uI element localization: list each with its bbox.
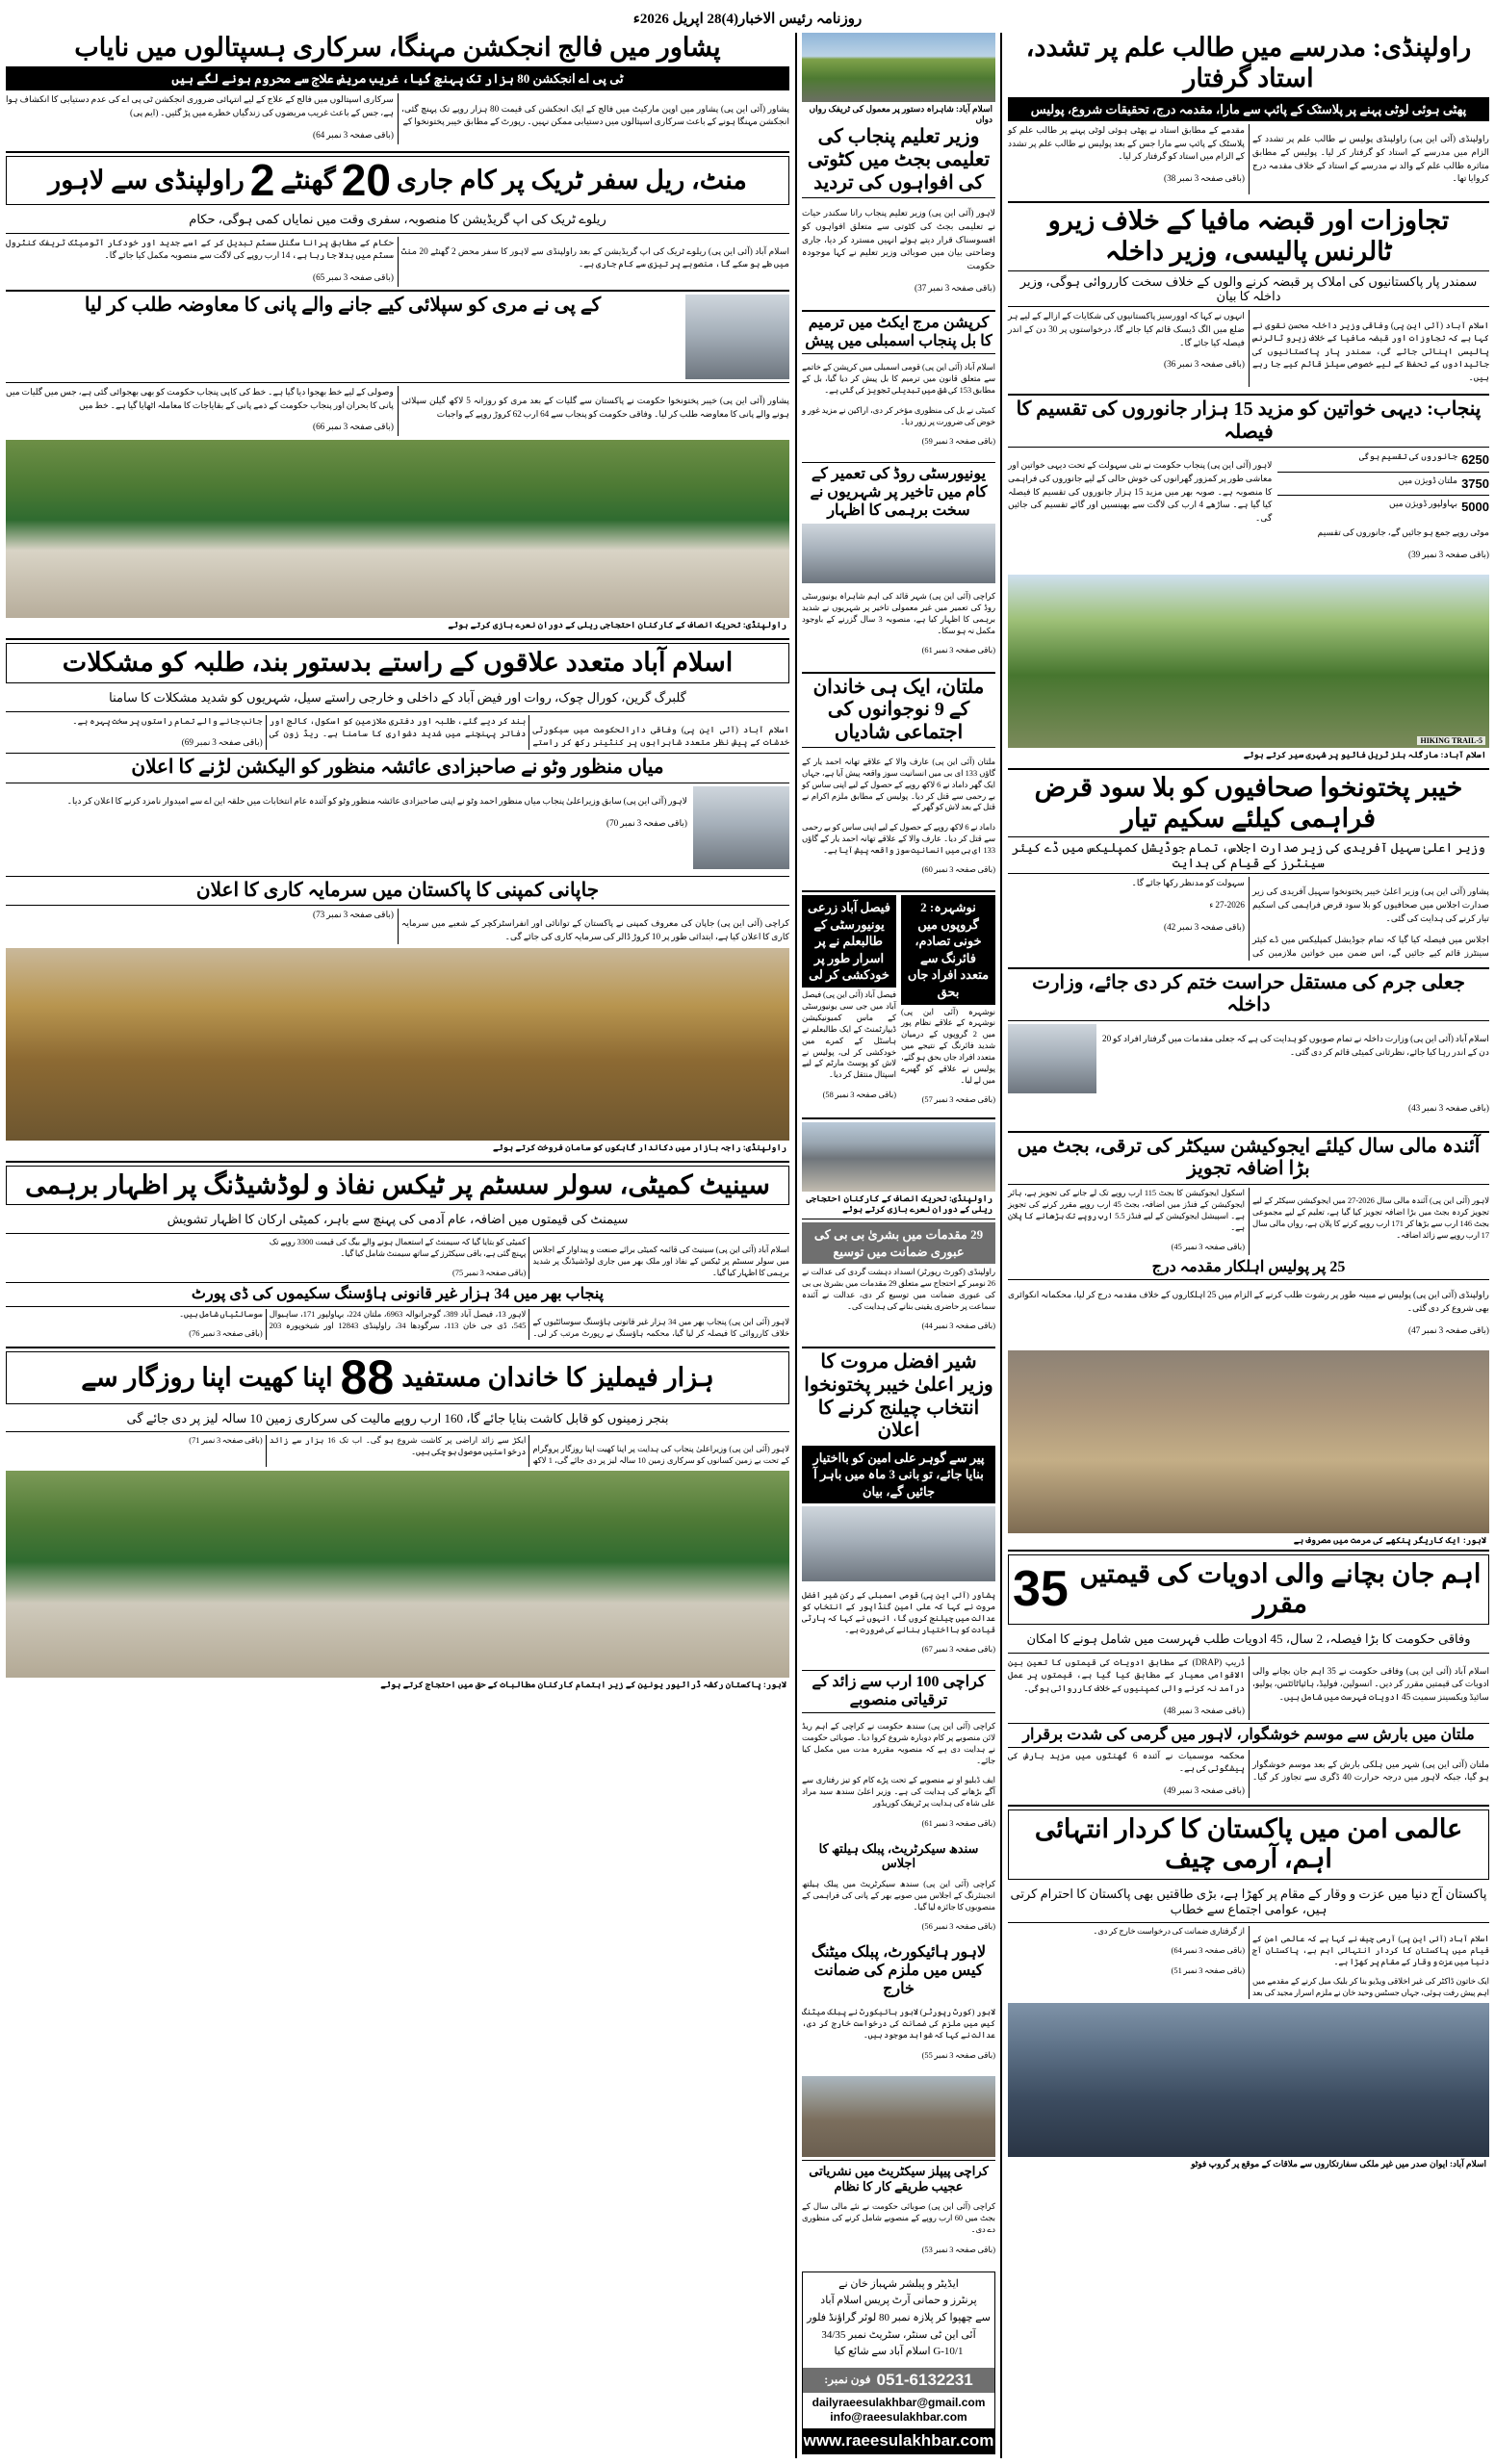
photo-hiking-trail bbox=[1008, 575, 1489, 748]
imprint-line-1: ایڈیٹر و پبلشر شہباز خان نے bbox=[838, 2277, 959, 2290]
masthead-text: روزنامہ رئیس الاخبار(4)28 اپریل 2026ء bbox=[632, 11, 863, 27]
multan-headline: ملتان، ایک ہی خاندان کے 9 نوجوانوں کی اجتماعی شادیاں bbox=[812, 676, 985, 743]
photo-islamabad-caption: اسلام آباد: شاہراہ دستور پر معمول کی ٹریفک رواں دواں bbox=[809, 104, 992, 125]
land-headline-pre: اپنا کھیت اپنا روزگار سے bbox=[81, 1362, 333, 1392]
world-body-a: اسلام آباد (آئی این پی) آرمی چیف نے کہا ہے کہ عالمی امن کے قیام میں پاکستان کا کردار انتہائی اہم ہے، پاکستان آج دنیا میں عزت و وقار کے مقام پر کھڑا ہے۔ bbox=[1252, 1935, 1489, 1967]
cement-body-b: کمیٹی کو بتایا گیا کہ سیمنٹ کے استعمال ہونے والے بیگ کی قیمت 3300 روپے تک پہنچ گئی ہے، باقی سیکٹرز کے ساتھ سیمنٹ شامل کیا گیا۔ bbox=[269, 1237, 527, 1258]
zero-tolerance-headline: تجاوزات اور قبضہ مافیا کے خلاف زیرو ٹالرنس پالیسی، وزیر داخلہ bbox=[1047, 206, 1450, 266]
short-2-jump: (باقی صفحہ 3 نمبر 57) bbox=[921, 1095, 995, 1105]
world-body-b: ایک خاتون ڈاکٹر کی غیر اخلاقی ویڈیو بنا کر بلیک میل کرنے کے مقدمے میں اہم پیش رفت ہوئی، جہاں جسٹس وحید خان نے ملزم اسرار مجید کی بعد از گرفتاری ضمانت کی درخواست خارج کر دی۔ bbox=[1093, 1926, 1489, 1998]
medicine-number: 35 bbox=[1013, 1561, 1069, 1618]
story-multan-weddings bbox=[802, 677, 995, 885]
islamabad-roads-jump: (باقی صفحہ 3 نمبر 69) bbox=[181, 737, 263, 748]
madrassa-jump: (باقی صفحہ 3 نمبر 38) bbox=[1164, 173, 1245, 184]
stroke-headline: پشاور میں فالج انجکشن مہنگا، سرکاری ہسپتالوں میں نایاب bbox=[74, 33, 721, 62]
photo-rickshaw-caption: لاہور: پاکستان رکشہ ڈرائیور یونین کے زیر اہتمام کارکنان مطالبات کے حق میں احتجاج کرتے ہوئے bbox=[380, 1679, 786, 1689]
hiking-trail-sign: HIKING TRAIL-5 bbox=[1417, 736, 1485, 745]
islamabad-roads-sub: گلبرگ گرین، کورال چوک، روات اور فیض آباد کے داخلی و خارجی راستے سیل، شہریوں کو شدید مشکلات کا سامنا bbox=[109, 690, 686, 706]
story-water bbox=[6, 295, 789, 631]
photo-worker bbox=[1008, 1350, 1489, 1533]
photo-hiking-trail-caption: اسلام آباد: مارگلہ ہلز ٹریل فائیو پر شہری سیر کرتے ہوئے bbox=[1243, 749, 1486, 759]
story-world bbox=[1008, 1810, 1489, 1881]
punjab-stat-1-label: جانوروں کی تقسیم ہوگی bbox=[1358, 451, 1458, 462]
budget-body-b: اسکول ایجوکیشن کا بجٹ 115 ارب روپے تک لے جانے کی تجویز ہے، ہائر ایجوکیشن کے فنڈز میں اضافہ، بجٹ 45 ارب روپے مقرر کرنے کی تجویز ہے۔ اسپیشل ایجوکیشن کے لیے فنڈز 5.5 ارب روپے تک بڑھانے کا پلان ہے۔ bbox=[1008, 1188, 1246, 1232]
land-headline-post: ہزار فیملیز کا خاندان مستفید bbox=[401, 1362, 714, 1392]
imprint-email-1[interactable]: dailyraeesulakhbar@gmail.com bbox=[812, 2395, 986, 2409]
photo-market bbox=[6, 948, 789, 1141]
zero-tolerance-jump: (باقی صفحہ 3 نمبر 36) bbox=[1164, 359, 1245, 370]
islamabad-roads-body: اسلام آباد (آئی این پی) وفاقی دارالحکومت میں سیکورٹی خدشات کے پیش نظر متعدد شاہراہوں پر کنٹینر رکھ کر راستے بند کر دیے گئے، طلبہ اور دفتری ملازمین کو اسکول، کالج اور دفاتر پہنچنے میں شدید دشواری کا سامنا ہے۔ ریڈ زون کی جانب جانے والے تمام راستوں پر سخت پہرہ ہے۔ bbox=[72, 715, 789, 748]
multan-rain-headline: ملتان میں بارش سے موسم خوشگوار، لاہور میں گرمی کی شدت برقرار bbox=[1022, 1726, 1475, 1743]
cement-sub: سیمنٹ کی قیمتوں میں اضافہ، عام آدمی کی پہنچ سے باہر، کمیٹی ارکان کا اظہار تشویش bbox=[167, 1212, 629, 1227]
rail-headline-mid: گھنٹے bbox=[280, 165, 336, 194]
housing-headline: پنجاب بھر میں 34 ہزار غیر قانونی ہاؤسنگ سکیموں کی ڈی پورٹ bbox=[191, 1285, 605, 1302]
university-body: کراچی (آئی این پی) شہر قائد کی اہم شاہراہ یونیورسٹی روڈ کی تعمیر میں غیر معمولی تاخیر پر شہریوں نے شدید برہمی کا اظہار کیا ہے، منصوبہ 3 سال گزرنے کے باوجود مکمل نہ ہو سکا۔ bbox=[802, 592, 996, 635]
rail-number-minutes: 20 bbox=[341, 154, 391, 205]
court-headline: 29 مقدمات میں بشریٰ بی بی کی عبوری ضمانت میں توسیع bbox=[802, 1222, 995, 1264]
multan-body-a: ملتان (آئی این پی) عارف والا کے علاقے تھانہ احمد یار کے گاؤں 133 ای بی میں انسانیت سوز واقعہ پیش آیا ہے، جہاں ایک گھر داماد نے 6 لاکھ روپے کے حصول کے لیے اپنی ساس کو بے رحمی سے قتل کر دیا۔ پولیس کے مطابق ملزم اکرام نے قتل کے بعد لاش کو گھر کے bbox=[802, 757, 996, 812]
karachi-body-b: ایف ڈبلیو او نے منصوبے کے تحت پڑے کام کو تیز رفتاری سے آگے بڑھانے کی ہدایت کی ہے۔ وزیر اعلیٰ سندھ سید مراد علی شاہ کی ہدایت پر ٹریفک کوریڈور bbox=[802, 1776, 995, 1809]
story-pmln bbox=[6, 757, 789, 869]
sher-afzal-kicker: پیر سے گوہر علی امین کو بااختیار بنایا جائے، تو بانی 3 ماہ میں باہر آ جائیں گے، بیان bbox=[802, 1446, 995, 1504]
sindh-body: کراچی (آئی این پی) سندھ سیکرٹریٹ میں پبلک ہیلتھ انجینئرنگ کے اجلاس میں صوبے بھر کے پانی کی فراہمی کے منصوبوں کا جائزہ لیا گیا۔ bbox=[802, 1880, 995, 1912]
short-2-headline: نوشہرہ: 2 گروپوں میں خونی تصادم، فائرنگ سے متعدد افراد جاں بحق bbox=[901, 895, 995, 1004]
housing-body: لاہور (آئی این پی) پنجاب بھر میں 34 ہزار غیر قانونی ہاؤسنگ سوسائٹیوں کے خلاف کارروائی کا فیصلہ کر لیا گیا، محکمہ ہاؤسنگ نے رپورٹ مرتب کر لی۔ لاہور 13، فیصل آباد 389، گوجرانوالہ 6963، ملتان 224، بہاولپور 171، ساہیوال 545، ڈی جی خان 113، سرگودھا 34، راولپنڈی 12843 اور شیخوپورہ 203 سوسائٹیاں شامل ہیں۔ bbox=[179, 1309, 789, 1339]
japan-body: کراچی (آئی این پی) جاپان کی معروف کمپنی نے پاکستان کے توانائی اور انفراسٹرکچر کے شعبے میں سرمایہ کاری کا اعلان کیا ہے، ابتدائی طور پر 10 کروڑ ڈالر کی سرمایہ کاری کی جائے گی۔ bbox=[401, 918, 789, 941]
short-2-body: نوشہرہ (آئی این پی) نوشہرہ کے علاقے نظام پور میں 2 گروپوں کے درمیان شدید فائرنگ کے نتیجے میں متعدد افراد جاں بحق ہو گئے، پولیس نے علاقے کو گھیرے میں لے لیا۔ bbox=[901, 1007, 995, 1086]
rail-headline-post: منٹ، ریل سفر ٹریک پر کام جاری bbox=[396, 165, 747, 194]
land-jump: (باقی صفحہ 3 نمبر 71) bbox=[189, 1436, 263, 1446]
education-jump: (باقی صفحہ 3 نمبر 37) bbox=[915, 282, 995, 293]
pmln-headline: میاں منظور وٹو نے صاحبزادی عائشہ منظور کو الیکشن لڑنے کا اعلان bbox=[131, 756, 664, 778]
zero-tolerance-body-a: اسلام آباد (آئی این پی) وفاقی وزیر داخلہ محسن نقوی نے کہا ہے کہ تجاوزات اور قبضہ مافیا کے خلاف زیرو ٹالرنس پالیسی اپنائی جائے گی، سمندر پار پاکستانیوں کی جائیدادوں کے تحفظ کے لیے خصوصی سیلز قائم کیے جا رہے ہیں۔ bbox=[1252, 320, 1489, 383]
water-body-b: وصولی کے لیے خط بھجوا دیا گیا ہے۔ خط کی کاپی پنجاب حکومت کو بھی بھجوائی گئی ہے، جس میں گلیات میں پانی کا بحران اور پنجاب حکومت کے ذمے پانی کے بقایاجات کا معاملہ اٹھایا گیا ہے۔ خط میں bbox=[6, 386, 394, 410]
multan-body-b: داماد نے 6 لاکھ روپے کے حصول کے لیے اپنی ساس کو بے رحمی سے قتل کر دیا۔ عارف والا کے علاقے تھانہ احمد یار کے گاؤں 133 ای بی میں انسانیت سوز واقعہ پیش آیا ہے۔ bbox=[802, 822, 996, 855]
world-sub: پاکستان آج دنیا میں عزت و وقار کے مقام پر کھڑا ہے، بڑی طاقتیں بھی پاکستان کا احترام کرتی ہیں، عوامی اجتماع سے خطاب bbox=[1010, 1886, 1487, 1916]
story-madrassa bbox=[1008, 33, 1489, 194]
zero-tolerance-body-b: انہوں نے کہا کہ اوورسیز پاکستانیوں کی شکایات کے ازالے کے لیے ہر ضلع میں الگ ڈیسک قائم کیا جائے گا، درخواستوں پر 30 دن کے اندر فیصلہ کیا جائے گا۔ bbox=[1008, 311, 1246, 347]
story-bottom-note bbox=[802, 2164, 995, 2264]
sher-afzal-body: پشاور (آئی این پی) قومی اسمبلی کے رکن شیر افضل مروت نے کہا کہ علی امین گنڈاپور کے انتخاب کو عدالت میں چیلنج کروں گا، انہوں نے کہا کہ پارٹی قیادت کو بااختیار بنانے کی ضرورت ہے۔ bbox=[802, 1590, 995, 1634]
bottom-note-headline: کراچی پیپلز سیکٹریٹ میں نشریاتی عجیب طریقے کار کا نظام bbox=[809, 2164, 989, 2194]
story-karachi bbox=[802, 1674, 995, 1837]
cement-body-a: اسلام آباد (آئی این پی) سینیٹ کی قائمہ کمیٹی برائے صنعت و پیداوار کے اجلاس میں سولر سسٹم پر ٹیکس کے نفاذ اور ملک بھر میں جاری لوڈشیڈنگ پر شدید برہمی کا اظہار کیا گیا۔ bbox=[532, 1245, 789, 1277]
story-rail bbox=[6, 156, 789, 205]
kp-loans-date-note: 27-2026 ء bbox=[1209, 899, 1245, 910]
police-headline: 25 پر پولیس اہلکار مقدمہ درج bbox=[1151, 1259, 1346, 1276]
madrassa-kicker: پھٹی ہوئی لوٹی پہنے پر پلاسٹک کے پائپ سے مارا، مقدمہ درج، تحقیقات شروع، پولیس bbox=[1008, 97, 1489, 122]
medicine-body-b: ڈریپ (DRAP) کے مطابق ادویات کی قیمتوں کا تعین بین الاقوامی معیار کے مطابق کیا گیا ہے، قیمتوں پر عمل درآمد نہ کرنے والی کمپنیوں کے خلاف کارروائی ہوگی۔ bbox=[1008, 1656, 1245, 1693]
imprint-phone-number[interactable]: 051-6132231 bbox=[876, 2370, 973, 2389]
story-short-2 bbox=[901, 895, 995, 1114]
story-education bbox=[802, 126, 995, 303]
karachi-body-a: کراچی (آئی این پی) سندھ حکومت نے کراچی کے اہم ریڈ لائن منصوبے پر کام دوبارہ شروع کروا دیا۔ صوبائی حکومت نے ہدایت دی ہے کہ منصوبہ مقررہ مدت میں مکمل کیا جائے۔ bbox=[802, 1722, 995, 1766]
photo-worker-caption: لاہور: ایک کاریگر پنکھے کی مرمت میں مصروف ہے bbox=[1293, 1534, 1486, 1545]
short-1-body: فیصل آباد (آئی این پی) فیصل آباد میں جی سی یونیورسٹی کے ماس کمیونیکیشن ڈیپارٹمنٹ کے ایک طالبعلم نے ہاسٹل کے کمرے میں خودکشی کر لی، پولیس نے لاش کو پوسٹ مارٹم کے لیے اسپتال منتقل کر دیا۔ bbox=[802, 989, 896, 1080]
multan-jump: (باقی صفحہ 3 نمبر 60) bbox=[921, 864, 995, 874]
bottom-note-body: کراچی (آئی این پی) صوبائی حکومت نے نئے مالی سال کے بجٹ میں 60 ارب روپے کے منصوبے شامل کرنے کی منظوری دے دی۔ bbox=[802, 2202, 995, 2235]
lahore-hc-body: لاہور (کورٹ رپورٹر) لاہور ہائیکورٹ نے پبلک میٹنگ کیس میں ملزم کی ضمانت کی درخواست خارج کر دی، عدالت نے کہا کہ شواہد موجود ہیں۔ bbox=[802, 2008, 995, 2040]
court-jump: (باقی صفحہ 3 نمبر 44) bbox=[921, 1322, 995, 1331]
story-sher-afzal bbox=[802, 1351, 995, 1663]
photo-university-portrait bbox=[802, 524, 995, 583]
photo-rally bbox=[6, 440, 789, 618]
corruption-jump: (باقی صفحہ 3 نمبر 59) bbox=[921, 436, 995, 446]
sher-afzal-jump: (باقی صفحہ 3 نمبر 67) bbox=[921, 1644, 995, 1654]
custody-headline: جعلی جرم کی مستقل حراست ختم کر دی جائے، وزارت داخلہ bbox=[1032, 971, 1465, 1016]
story-kp-loans bbox=[1008, 773, 1489, 961]
madrassa-headline: راولپنڈی: مدرسے میں طالب علم پر تشدد، استاد گرفتار bbox=[1025, 33, 1472, 92]
photo-delegation bbox=[1008, 2003, 1489, 2157]
punjab-women-body-a: لاہور (آئی این پی) پنجاب حکومت نے نئی سہولت کے تحت دیہی خواتین اور معاشی طور پر کمزور گھرانوں کی خوش حالی کے لیے جانوروں کی فراہمی کا منصوبہ ہے۔ صوبہ بھر میں مزید 15 ہزار جانوروں کی تقسیم کا فیصلہ کیا گیا ہے۔ ساڑھے 4 ارب کی لاگت سے بھینسیں اور گائے تقسیم کی جائیں گی۔ bbox=[1008, 460, 1273, 523]
sher-afzal-headline: شیر افضل مروت کا وزیر اعلیٰ خیبر پختونخوا انتخاب چیلنج کرنے کا اعلان bbox=[804, 1351, 993, 1442]
housing-jump: (باقی صفحہ 3 نمبر 76) bbox=[189, 1329, 263, 1339]
multan-rain-body: ملتان (آئی این پی) شہر میں ہلکی بارش کے بعد موسم خوشگوار ہو گیا، جبکہ لاہور میں درجہ حرارت 40 ڈگری سے تجاوز کر گیا۔ محکمہ موسمیات نے آئندہ 6 گھنٹوں میں مزید بارش کی پیشگوئی کی ہے۔ bbox=[1008, 1750, 1489, 1783]
story-corruption bbox=[802, 315, 995, 455]
story-punjab-women bbox=[1008, 398, 1489, 761]
sindh-jump: (باقی صفحہ 3 نمبر 56) bbox=[921, 1922, 995, 1932]
custody-body: اسلام آباد (آئی این پی) وزارت داخلہ نے تمام صوبوں کو ہدایت کی ہے کہ جعلی مقدمات میں گرفتار افراد کو 20 دن کے اندر رہا کیا جائے، نظرثانی کمیٹی قائم کر دی گئی۔ bbox=[1102, 1033, 1489, 1057]
punjab-stat-3-label: بہاولپور ڈویژن میں bbox=[1388, 498, 1458, 508]
imprint-email-2[interactable]: info@raeesulakhbar.com bbox=[830, 2410, 967, 2425]
stroke-body-a: پشاور (آئی این پی) پشاور میں اوپن مارکیٹ میں فالج کے ایک انجکشن کی قیمت 80 ہزار روپے تک پہنچ گئی، انجکشن مہنگا ہونے کے باعث سرکاری اسپتالوں میں دستیابی ممکن نہیں۔ رپورٹ کے مطابق خیبر پختونخوا کے bbox=[401, 103, 790, 127]
land-body: لاہور (آئی این پی) وزیراعلیٰ پنجاب کی ہدایت پر اپنا کھیت اپنا روزگار پروگرام کے تحت بے زمین کسانوں کو سرکاری زمین 10 سالہ لیز پر دی جائے گی، 1 لاکھ ایکڑ سے زائد اراضی پر کاشت شروع ہو گی۔ اب تک 16 ہزار سے زائد درخواستیں موصول ہو چکی ہیں۔ bbox=[269, 1436, 789, 1465]
corruption-body-b: کمیٹی نے بل کی منظوری مؤخر کر دی، اراکین نے مزید غور و خوض کی ضرورت پر زور دیا۔ bbox=[802, 405, 995, 426]
photo-traffic-caption: راولپنڈی: تحریک انصاف کے کارکنان احتجاجی ریلی کے دوران نعرے بازی کرتے ہوئے bbox=[806, 1193, 992, 1214]
water-body-a: پشاور (آئی این پی) خیبر پختونخوا حکومت نے پاکستان سے گلیات کے بعد مری کو روزانہ 5 لاکھ گیلن سپلائی ہونے والے پانی کا معاوضہ طلب کر لیا۔ وفاقی حکومت کو پنجاب سے 64 ارب 62 کروڑ روپے کے واجبات bbox=[401, 396, 789, 419]
punjab-women-headline: پنجاب: دیہی خواتین کو مزید 15 ہزار جانوروں کی تقسیم کا فیصلہ bbox=[1016, 398, 1482, 443]
police-body: راولپنڈی (آئی این پی) پولیس نے مبینہ طور پر رشوت طلب کرنے کے الزام میں 25 اہلکاروں کے خلاف مقدمہ درج کر لیا، محکمانہ انکوائری بھی شروع کر دی گئی۔ bbox=[1008, 1290, 1489, 1314]
photo-traffic bbox=[802, 1122, 995, 1192]
rail-sub: ریلوے ٹریک کی اپ گریڈیشن کا منصوبہ، سفری وقت میں نمایاں کمی ہوگی، حکام bbox=[189, 212, 606, 227]
rail-headline-pre: راولپنڈی سے لاہور bbox=[48, 165, 245, 194]
page-columns bbox=[6, 33, 1489, 2458]
university-headline: یونیورسٹی روڈ کی تعمیر کے کام میں تاخیر پر شہریوں نے سخت برہمی کا اظہار bbox=[810, 466, 988, 519]
police-jump: (باقی صفحہ 3 نمبر 47) bbox=[1408, 1324, 1489, 1335]
imprint-line-4: آئی این ٹی سنٹر، سٹریٹ نمبر 34/35 bbox=[821, 2328, 976, 2341]
world-jump: (باقی صفحہ 3 نمبر 64) bbox=[1171, 1946, 1245, 1956]
story-islamabad-roads bbox=[6, 643, 789, 683]
kp-loans-headline: خیبر پختونخوا صحافیوں کو بلا سود قرض فراہمی کیلئے سکیم تیار bbox=[1034, 772, 1463, 833]
sindh-headline: سندھ سیکرٹریٹ، پبلک ہیلتھ کا اجلاس bbox=[818, 1840, 979, 1871]
imprint-website[interactable]: www.raeesulakhbar.com bbox=[803, 2428, 994, 2453]
stroke-kicker: ٹی پی اے انجکشن 80 ہزار تک پہنچ گیا، غریب مریض علاج سے محروم ہونے لگے ہیں bbox=[6, 66, 789, 91]
budget-headline: آئندہ مالی سال کیلئے ایجوکیشن سیکٹر کی ترقی، بجٹ میں بڑا اضافہ تجویز bbox=[1017, 1135, 1481, 1180]
corruption-headline: کرپشن مرج ایکٹ میں ترمیم کا بل پنجاب اسمبلی میں پیش bbox=[805, 315, 992, 350]
madrassa-body-a: راولپنڈی (آئی این پی) راولپنڈی پولیس نے طالب علم پر تشدد کے الزام میں مدرسے کے استاد کو گرفتار کر لیا۔ پولیس کے مطابق متاثرہ طالب علم کے والد نے مدرسے کے استاد کے خلاف مقدمہ درج کروایا تھا۔ bbox=[1252, 134, 1489, 184]
imprint-line-3: سے چھپوا کر پلازہ نمبر 80 لوئر گراؤنڈ فلور bbox=[807, 2312, 991, 2324]
imprint-line-2: پرنٹرز و حمانی آرٹ پریس اسلام آباد bbox=[820, 2295, 977, 2307]
story-university-road bbox=[802, 466, 995, 664]
story-sindh bbox=[802, 1841, 995, 1941]
multan-rain-jump: (باقی صفحہ 3 نمبر 49) bbox=[1164, 1784, 1245, 1795]
story-cement bbox=[6, 1166, 789, 1206]
short-stories-row bbox=[802, 895, 995, 1114]
photo-rally-caption: راولپنڈی: تحریک انصاف کے کارکنان احتجاجی ریلی کے دوران نعرے بازی کرتے ہوئے bbox=[448, 620, 786, 630]
photo-rickshaw-protest bbox=[6, 1471, 789, 1678]
story-court bbox=[802, 1222, 995, 1340]
japan-jump: (باقی صفحہ 3 نمبر 73) bbox=[313, 910, 394, 920]
corruption-body-a: اسلام آباد (آئی این پی) قومی اسمبلی میں کرپشن کے خاتمے سے متعلق قانون میں ترمیم کا بل پیش کر دیا گیا، بل کے مطابق 153 کی شق میں تبدیلی تجویز کی گئی ہے۔ bbox=[802, 363, 995, 396]
punjab-stat-1-value: 6250 bbox=[1461, 452, 1489, 468]
photo-bazaar-crowd bbox=[802, 2076, 995, 2157]
story-zero-tolerance bbox=[1008, 206, 1489, 387]
cement-headline: سینیٹ کمیٹی، سولر سسٹم پر ٹیکس نفاذ و لوڈشیڈنگ پر اظہار برہمی bbox=[25, 1169, 770, 1199]
medicine-kicker: وفاقی حکومت کا بڑا فیصلہ، 2 سال، 45 ادویات طلب فہرست میں شامل ہونے کا امکان bbox=[1026, 1631, 1471, 1647]
photo-custody-portrait bbox=[1008, 1024, 1096, 1093]
story-multan-rain bbox=[1008, 1727, 1489, 1798]
photo-market-caption: راولپنڈی: راجہ بازار میں دکاندار گاہکوں کو سامان فروخت کرتے ہوئے bbox=[493, 1142, 786, 1152]
short-1-headline: فیصل آباد زرعی یونیورسٹی کے طالبعلم نے پر اسرار طور پر خودکشی کر لی bbox=[802, 895, 896, 988]
story-stroke-injection bbox=[6, 33, 789, 144]
story-lahore-hc bbox=[802, 1944, 995, 2068]
masthead bbox=[6, 4, 1489, 33]
stroke-jump: (باقی صفحہ 3 نمبر 64) bbox=[313, 129, 394, 140]
imprint-line-5: G-10/1 اسلام آباد سے شائع کیا bbox=[834, 2346, 964, 2358]
water-jump: (باقی صفحہ 3 نمبر 66) bbox=[313, 422, 394, 432]
rail-jump: (باقی صفحہ 3 نمبر 65) bbox=[313, 271, 394, 282]
budget-jump: (باقی صفحہ 3 نمبر 45) bbox=[1171, 1242, 1245, 1251]
bottom-note-jump: (باقی صفحہ 3 نمبر 53) bbox=[921, 2245, 995, 2254]
world-headline: عالمی امن میں پاکستان کا کردار انتہائی اہم، آرمی چیف bbox=[1034, 1813, 1463, 1874]
custody-jump: (باقی صفحہ 3 نمبر 43) bbox=[1408, 1102, 1489, 1113]
university-jump: (باقی صفحہ 3 نمبر 61) bbox=[921, 646, 995, 655]
karachi-jump: (باقی صفحہ 3 نمبر 61) bbox=[921, 1818, 995, 1828]
land-sub: بنجر زمینوں کو قابل کاشت بنایا جائے گا، 160 ارب روپے مالیت کی سرکاری زمین 10 سالہ لیز پر دی جائے گی bbox=[126, 1410, 669, 1425]
punjab-stat-3-value: 5000 bbox=[1461, 499, 1489, 514]
photo-delegation-caption: اسلام آباد: ایوان صدر میں غیر ملکی سفارتکاروں سے ملاقات کے موقع پر گروپ فوٹو bbox=[1191, 2159, 1486, 2169]
punjab-stat-2-value: 3750 bbox=[1461, 475, 1489, 491]
madrassa-body-b: مقدمے کے مطابق استاد نے پھٹی ہوئی لوٹی پہنے پر طالب علم کو پلاسٹک کے پائپ سے مارا جس کے بعد پولیس نے طالب علم پر تشدد کے الزام میں استاد کو گرفتار کر لیا۔ bbox=[1008, 125, 1245, 162]
imprint-block bbox=[802, 2272, 995, 2454]
world-jump-2: (باقی صفحہ 3 نمبر 51) bbox=[1171, 1965, 1245, 1975]
kp-loans-body-b: اجلاس میں فیصلہ کیا گیا کہ تمام جوڈیشل کمپلیکس میں ڈے کیئر سینٹرز قائم کیے جائیں گے، اس ضمن میں خواتین ملازمین کی سہولت کو مدنظر رکھا جائے گا۔ bbox=[1131, 878, 1489, 958]
story-short-1 bbox=[802, 895, 896, 1114]
photo-islamabad bbox=[802, 33, 995, 102]
education-body: لاہور (آئی این پی) وزیر تعلیم پنجاب رانا سکندر حیات نے تعلیمی بجٹ کی کٹوتی سے متعلق افواہوں کو افسوسناک قرار دیتے ہوئے انہیں مسترد کر دیا، جاری وضاحتی بیان میں صوبائی وزیر تعلیم نے کہا موجودہ حکومت bbox=[802, 208, 995, 270]
punjab-women-jump: (باقی صفحہ 3 نمبر 39) bbox=[1408, 549, 1489, 559]
short-1-jump: (باقی صفحہ 3 نمبر 58) bbox=[822, 1090, 896, 1099]
karachi-headline: کراچی 100 ارب سے زائد کے ترقیاتی منصوبے bbox=[812, 1674, 986, 1709]
rail-headline-row bbox=[11, 154, 785, 205]
islamabad-roads-headline: اسلام آباد متعدد علاقوں کے راستے بدستور بند، طلبہ کو مشکلات bbox=[62, 648, 734, 678]
story-police bbox=[1008, 1259, 1489, 1346]
kp-loans-jump: (باقی صفحہ 3 نمبر 42) bbox=[1164, 921, 1245, 932]
punjab-stat-2-label: ملتان ڈویژن میں bbox=[1398, 475, 1458, 485]
column-middle bbox=[795, 33, 1002, 2458]
story-land bbox=[6, 1351, 789, 1404]
kp-loans-kicker: وزیر اعلیٰ سہیل آفریدی کی زیر صدارت اجلاس، تمام جوڈیشل کمپلیکس میں ڈے کیئر سینٹرز کے قیام کی ہدایت bbox=[1012, 840, 1485, 870]
rail-body-a: اسلام آباد (آئی این پی) ریلوے ٹریک کی اپ گریڈیشن کے بعد راولپنڈی سے لاہور کا سفر محض 2 گھنٹے 20 منٹ میں طے ہو سکے گا، منصوبے پر تیزی سے کام جاری ہے۔ bbox=[401, 245, 789, 270]
medicine-headline: اہم جان بچانے والی ادویات کی قیمتیں مقرر bbox=[1079, 1558, 1482, 1619]
pmln-jump: (باقی صفحہ 3 نمبر 70) bbox=[606, 817, 687, 828]
photo-sher-afzal bbox=[802, 1506, 995, 1581]
lahore-hc-headline: لاہور ہائیکورٹ، پبلک میٹنگ کیس میں ملزم کی ضمانت خارج bbox=[811, 1944, 987, 1998]
water-headline: کے پی نے مری کو سپلائی کیے جانے والے پانی کا معاوضہ طلب کر لیا bbox=[84, 294, 602, 316]
story-medicine bbox=[1008, 1554, 1489, 1626]
story-budget bbox=[1008, 1136, 1489, 1256]
pmln-body: لاہور (آئی این پی) سابق وزیراعلیٰ پنجاب میاں منظور احمد وٹو نے اپنی صاحبزادی عائشہ منظور وٹو کو آئندہ عام انتخابات میں حلقہ این اے سے امیدوار نامزد کرنے کا اعلان کر دیا۔ bbox=[66, 795, 687, 806]
kp-loans-body-a: پشاور (آئی این پی) وزیر اعلیٰ خیبر پختونخوا سہیل آفریدی کی زیر صدارت اجلاس میں صحافیوں کو بلا سود قرض فراہمی کی اسکیم تیار کرنے کی ہدایت کی گئی۔ bbox=[1252, 886, 1489, 923]
punjab-stat-4-label: موٹی روپے جمع ہو جائیں گے، جانوروں کی تقسیم bbox=[1317, 527, 1489, 538]
column-right bbox=[1008, 33, 1489, 2458]
medicine-body-a: اسلام آباد (آئی این پی) وفاقی حکومت نے 35 اہم جان بچانے والی ادویات کی قیمتیں مقرر کر دیں۔ انسولین، فولیڈ، ہائپاٹائٹس، پولیو، سائیڈ ویکسینز سمیت 45 ادویات فہرست میں شامل ہیں۔ bbox=[1252, 1665, 1490, 1703]
story-housing bbox=[6, 1286, 789, 1340]
budget-body-a: لاہور (آئی این پی) آئندہ مالی سال 2026-27 میں ایجوکیشن سیکٹر کے لیے تجویز کردہ بجٹ میں بڑا اضافہ تجویز کیا گیا ہے، تعلیم کے لیے مجموعی بجٹ 146 ارب سے بڑھا کر 171 ارب روپے کرنے کا پلان ہے، رواں مالی سال 17 ارب روپے سے زائد اضافہ۔ bbox=[1252, 1196, 1490, 1241]
story-japan bbox=[6, 880, 789, 1154]
cement-jump: (باقی صفحہ 3 نمبر 75) bbox=[451, 1268, 527, 1277]
rail-number-hours: 2 bbox=[249, 154, 275, 205]
lahore-hc-jump: (باقی صفحہ 3 نمبر 55) bbox=[921, 2050, 995, 2060]
medicine-jump: (باقی صفحہ 3 نمبر 48) bbox=[1164, 1705, 1245, 1715]
imprint-phone-label: فون نمبر: bbox=[824, 2373, 871, 2387]
photo-pmln-portrait bbox=[693, 786, 789, 869]
court-body: راولپنڈی (کورٹ رپورٹر) انسداد دہشت گردی کی عدالت نے 26 نومبر کے احتجاج سے متعلق 29 مقدمات میں بشریٰ بی بی کی عبوری ضمانت میں توسیع کر دی، عدالت نے آئندہ سماعت پر حاضری یقینی بنانے کی ہدایت کی۔ bbox=[802, 1268, 995, 1311]
land-number: 88 bbox=[340, 1349, 395, 1404]
education-headline: وزیر تعلیم پنجاب کی تعلیمی بجٹ میں کٹوتی کی افواہوں کی تردید bbox=[807, 126, 991, 193]
story-custody bbox=[1008, 972, 1489, 1124]
zero-tolerance-kicker: سمندر پار پاکستانیوں کی املاک پر قبضہ کرنے والوں کے خلاف سخت کارروائی ہوگی، وزیر داخلہ کا بیان bbox=[1019, 273, 1478, 304]
photo-water-portrait bbox=[685, 295, 789, 379]
japan-headline: جاپانی کمپنی کا پاکستان میں سرمایہ کاری کا اعلان bbox=[195, 879, 600, 901]
column-left bbox=[6, 33, 789, 2458]
rail-body-b: حکام کے مطابق پرانا سگنل سسٹم تبدیل کر کے اسے جدید اور خودکار آٹومیٹک ٹریفک کنٹرول سسٹم میں بدلا جا رہا ہے، 14 ارب روپے کی لاگت سے منصوبہ مکمل کیا جائے گا۔ bbox=[6, 237, 394, 261]
stroke-body-b: سرکاری اسپتالوں میں فالج کے علاج کے لیے انتہائی ضروری انجکشن ٹی پی اے کی عدم دستیابی کا انکشاف ہوا ہے، جس کے باعث غریب مریضوں کی زندگیاں خطرے میں پڑ گئیں۔ (ایم پی) bbox=[6, 94, 394, 118]
